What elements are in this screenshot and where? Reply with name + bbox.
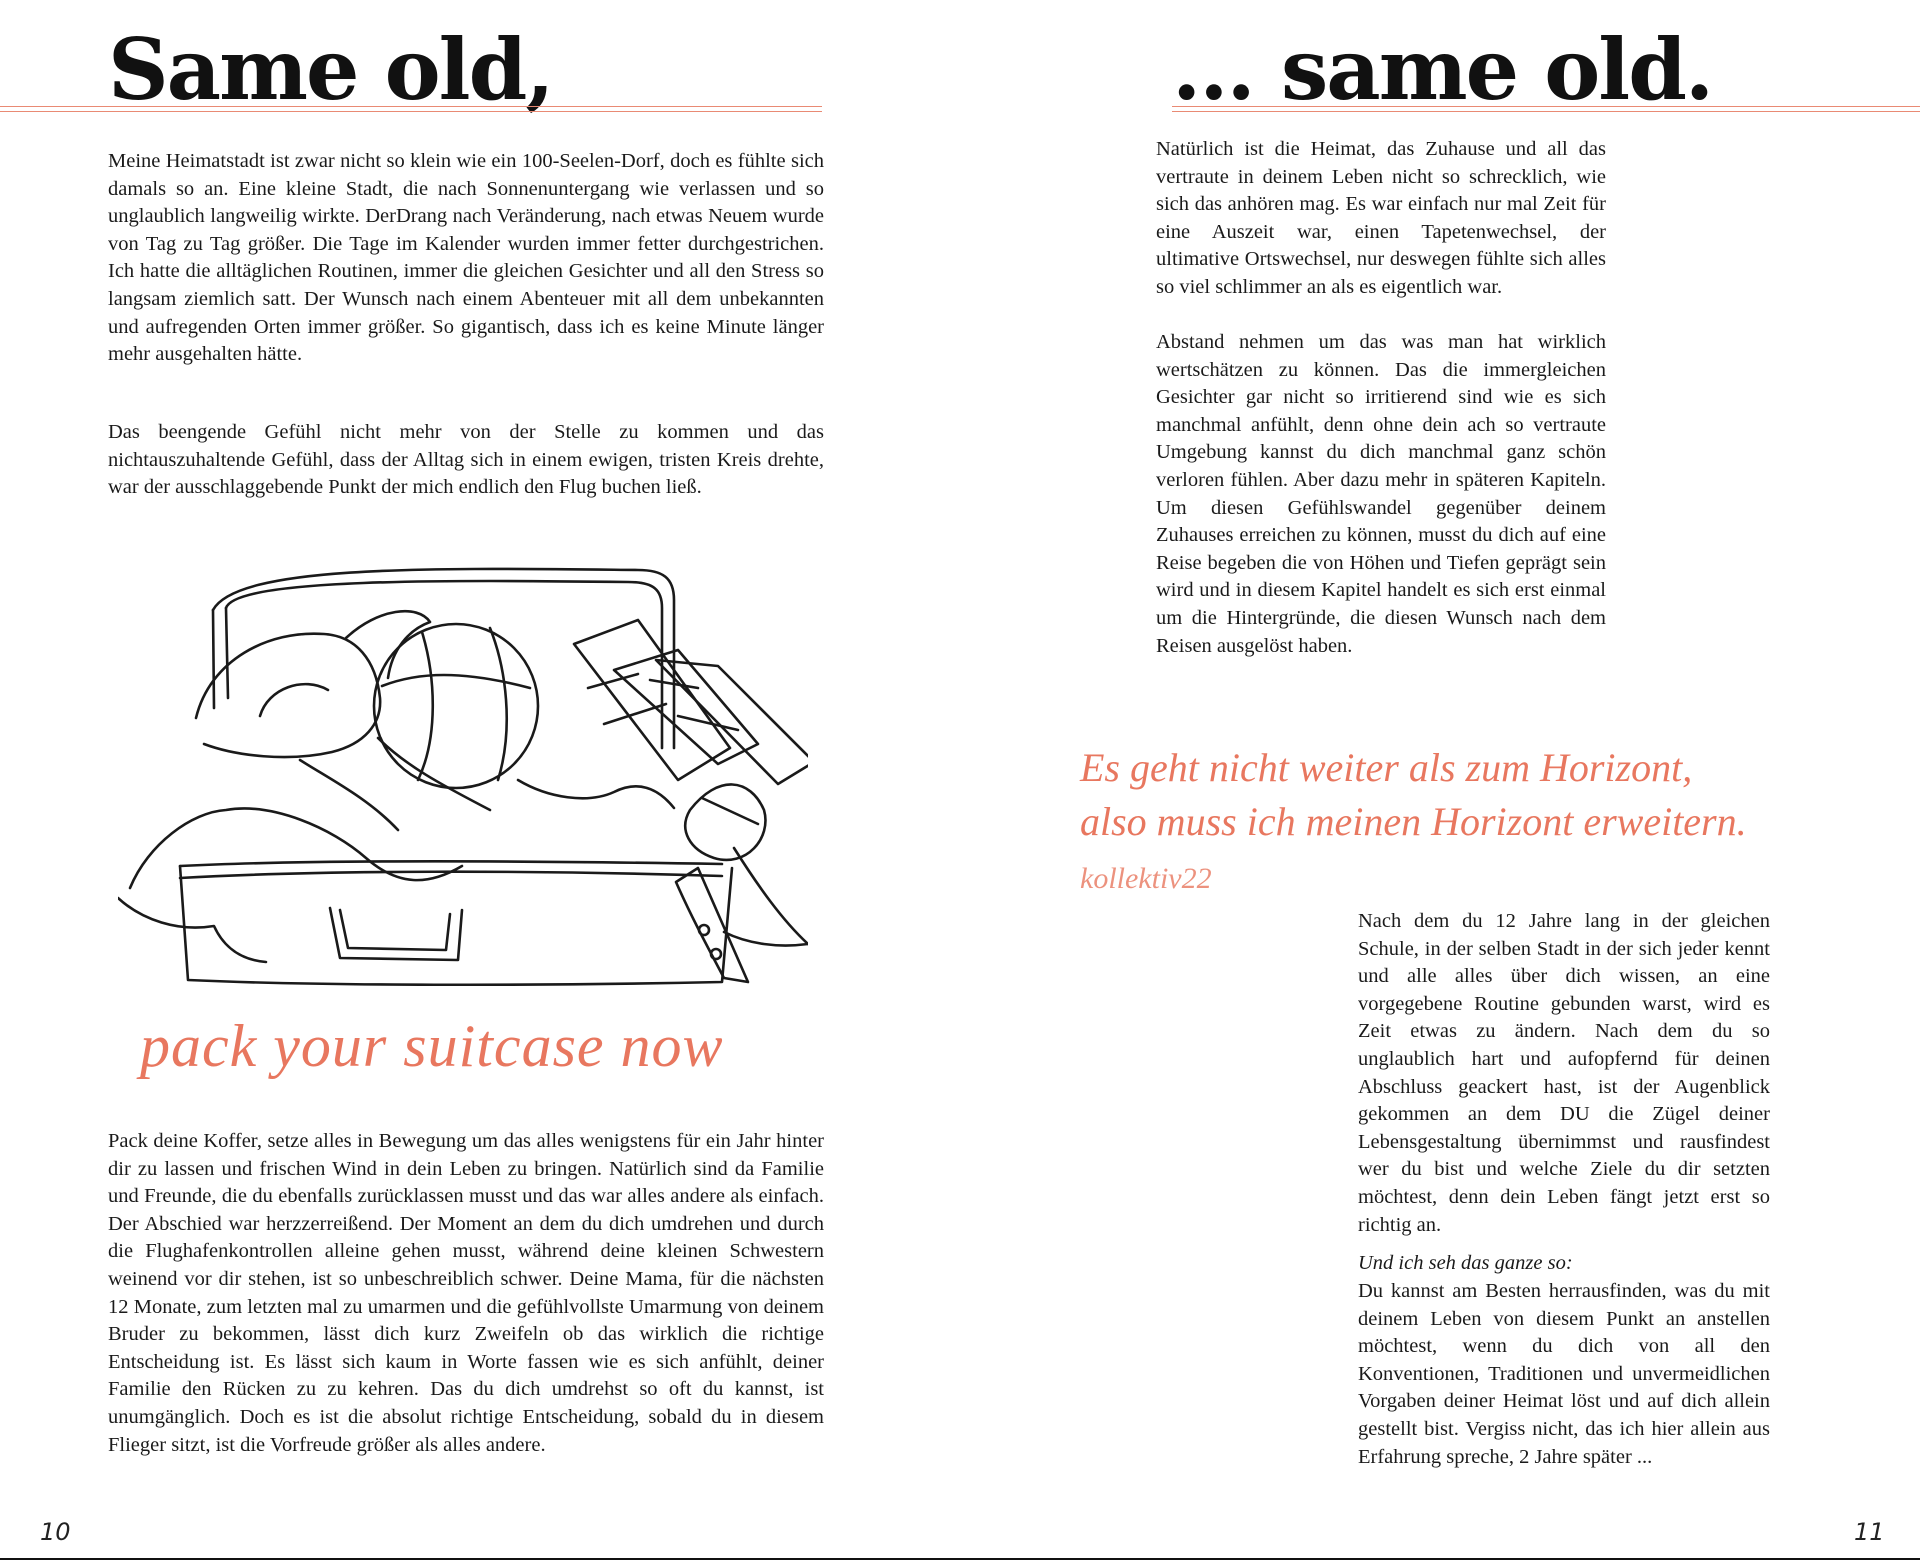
right-page-number: 11: [1854, 1518, 1885, 1546]
left-paragraph-3: Pack deine Koffer, setze alles in Bewegung um das alles wenigstens für ein Jahr hinter dir zu lassen und frischen Wind in dein Leben zu bringen. Natürlich sind da Familie und Freunde, die du ebenfalls zurücklassen musst und das war alles andere als einfach. Der Abschied war herzzerreißend. Der Moment an dem du dich umdrehen und durch die Flughafenkontrollen alleine gehen musst, während deine kleinen Schwestern weinend vor dir stehen, ist so unbeschreiblich schwer. Deine Mama, für die nächsten 12 Monate, zum letzten mal zu umarmen und die gefühlvollste Umarmung von deinem Bruder zu bekommen, lässt dich kurz Zweifeln ob das wirklich die richtige Entscheidung ist. Es lässt sich kaum in Worte fassen wie es sich anfühlt, deiner Familie den Rücken zu zu kehren. Das du dich umdrehst so oft du kannst, ist unumgänglich. Doch es ist die absolut richtige Entscheidung, sobald du in diesem Flieger sitzt, ist die Vorfreude größer als alles andere.: [108, 1130, 824, 1456]
right-page: [960, 0, 1920, 1563]
right-title: ... same old.: [1172, 20, 1713, 119]
bottom-border: [0, 1558, 1920, 1560]
quote-line-2: also muss ich meinen Horizont erweitern.: [1080, 799, 1747, 844]
left-paragraph-1: Meine Heimatstadt ist zwar nicht so klein wie ein 100-Seelen-Dorf, doch es fühlte sich damals so an. Eine kleine Stadt, die nach Sonnenuntergang wie verlassen und so unglaublich langweilig wirkte. DerDrang nach Veränderung, nach etwas Neuem wurde von Tag zu Tag größer. Die Tage im Kalender wurden immer fetter durchgestrichen. Ich hatte die alltäglichen Routinen, immer die gleichen Gesichter und all den Stress so langsam ziemlich satt. Der Wunsch nach einem Abenteuer mit all dem unbekannten und aufregenden Orten immer größer. So gigantisch, dass ich es keine Minute länger mehr ausgehalten hätte.: [108, 150, 824, 366]
left-paragraph-2: Das beengende Gefühl nicht mehr von der Stelle zu kommen und das nichtauszuhaltende Gefühl, dass der Alltag sich in einem ewigen, tristen Kreis drehte, war der ausschlaggebende Punkt der mich endlich den Flug buchen ließ.: [108, 421, 824, 499]
right-paragraph-1: Natürlich ist die Heimat, das Zuhause und all das vertraute in deinem Leben nicht so schrecklich, wie sich das anhören mag. Es war einfach nur mal Zeit für eine Auszeit war, einen Tapetenwechsel, der ultimative Ortswechsel, nur deswegen fühlte sich alles so viel schlimmer an als es eigentlich war.: [1156, 138, 1606, 298]
left-tagline: pack your suitcase now: [140, 1013, 724, 1079]
quote-author: kollektiv22: [1080, 862, 1212, 895]
quote-line-1: Es geht nicht weiter als zum Horizont,: [1080, 745, 1693, 790]
right-paragraph-2: Abstand nehmen um das was man hat wirklich wertschätzen zu können. Das die immergleichen Gesichter gar nicht so irritierend sind wie es sich manchmal anfühlt, denn ohne dein ach so vertraute Umgebung kannst du dich manchmal ganz schön verloren fühlen. Aber dazu mehr in späteren Kapiteln. Um diesen Gefühlswandel gegenüber deinem Zuhauses erreichen zu können, musst du dich auf eine Reise begeben die von Höhen und Tiefen geprägt sein wird und in diesem Kapitel handelt es sich erst einmal um die Hintergründe, die diesen Wunsch nach dem Reisen ausgelöst haben.: [1156, 331, 1606, 657]
left-page-number: 10: [40, 1518, 71, 1546]
suitcase-illustration: [118, 548, 808, 986]
right-title-rule: [1172, 106, 1920, 112]
left-title: Same old,: [108, 20, 553, 119]
closing-intro: Und ich seh das ganze so:: [1358, 1252, 1573, 1274]
right-paragraph-3: Nach dem du 12 Jahre lang in der gleichen Schule, in der selben Stadt in der sich jeder kennt und alle alles über dich wissen, an eine vorgegebene Routine gebunden warst, wird es Zeit etwas zu ändern. Nach dem du so unglaublich hart und aufopfernd für deinen Abschluss geackert hast, ist der Augenblick gekommen an dem DU die Zügel deiner Lebensgestaltung übernimmst und rausfindest wer du bist und welche Ziele du dir setzten möchtest, denn dein Leben fängt jetzt erst so richtig an.: [1358, 910, 1770, 1236]
left-title-rule: [0, 106, 822, 112]
right-paragraph-4: Du kannst am Besten herrausfinden, was du mit deinem Leben von diesem Punkt an anstellen möchtest, wenn du dich von all den Konventionen, Traditionen und unvermeidlichen Vorgaben deiner Heimat löst und auf dich allein gestellt bist. Vergiss nicht, das ich hier allein aus Erfahrung spreche, 2 Jahre später ...: [1358, 1280, 1770, 1468]
